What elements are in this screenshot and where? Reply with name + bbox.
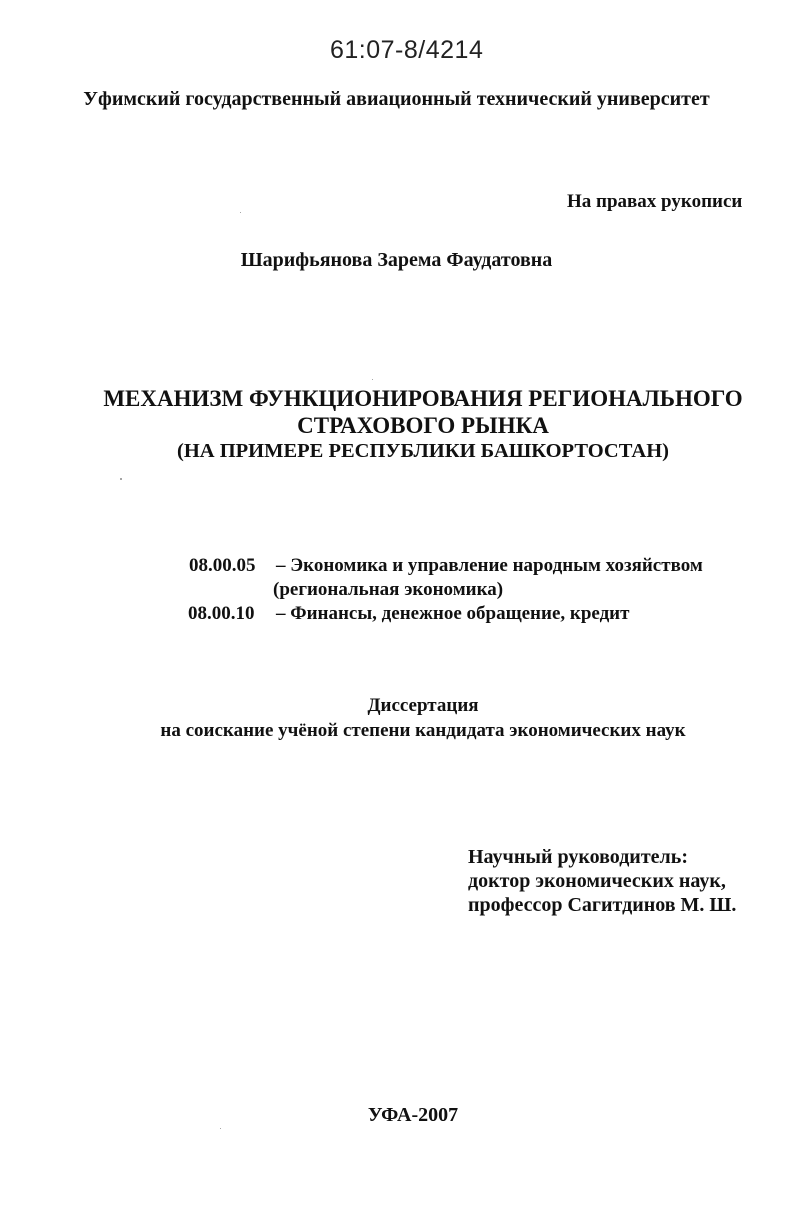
specialty-name: – Экономика и управление народным хозяйством <box>276 555 703 576</box>
archive-code-stamp: 61:07-8/4214 <box>330 36 484 64</box>
specialty-subname: (региональная экономика) <box>273 579 504 600</box>
specialty-code: 08.00.10 <box>188 603 255 624</box>
supervisor-heading: Научный руководитель: <box>468 846 688 868</box>
rights-note: На правах рукописи <box>567 191 743 212</box>
scan-speck <box>220 1128 221 1129</box>
supervisor-name: профессор Сагитдинов М. Ш. <box>468 894 737 916</box>
scan-speck <box>120 478 122 480</box>
scan-speck <box>240 212 241 213</box>
dissertation-degree: на соискание учёной степени кандидата экономических наук <box>160 720 686 741</box>
title-line-2: СТРАХОВОГО РЫНКА <box>297 413 549 438</box>
specialty-name: – Финансы, денежное обращение, кредит <box>276 603 630 624</box>
supervisor-degree: доктор экономических наук, <box>468 870 726 892</box>
specialty-code: 08.00.05 <box>189 555 256 576</box>
title-line-3: (НА ПРИМЕРЕ РЕСПУБЛИКИ БАШКОРТОСТАН) <box>177 440 669 462</box>
dissertation-label: Диссертация <box>367 695 479 716</box>
university-name: Уфимский государственный авиационный технический университет <box>83 88 710 110</box>
author-name: Шарифьянова Зарема Фаудатовна <box>240 249 553 271</box>
title-line-1: МЕХАНИЗМ ФУНКЦИОНИРОВАНИЯ РЕГИОНАЛЬНОГО <box>103 386 743 411</box>
scan-speck <box>372 379 373 380</box>
city-year: УФА-2007 <box>367 1104 459 1126</box>
